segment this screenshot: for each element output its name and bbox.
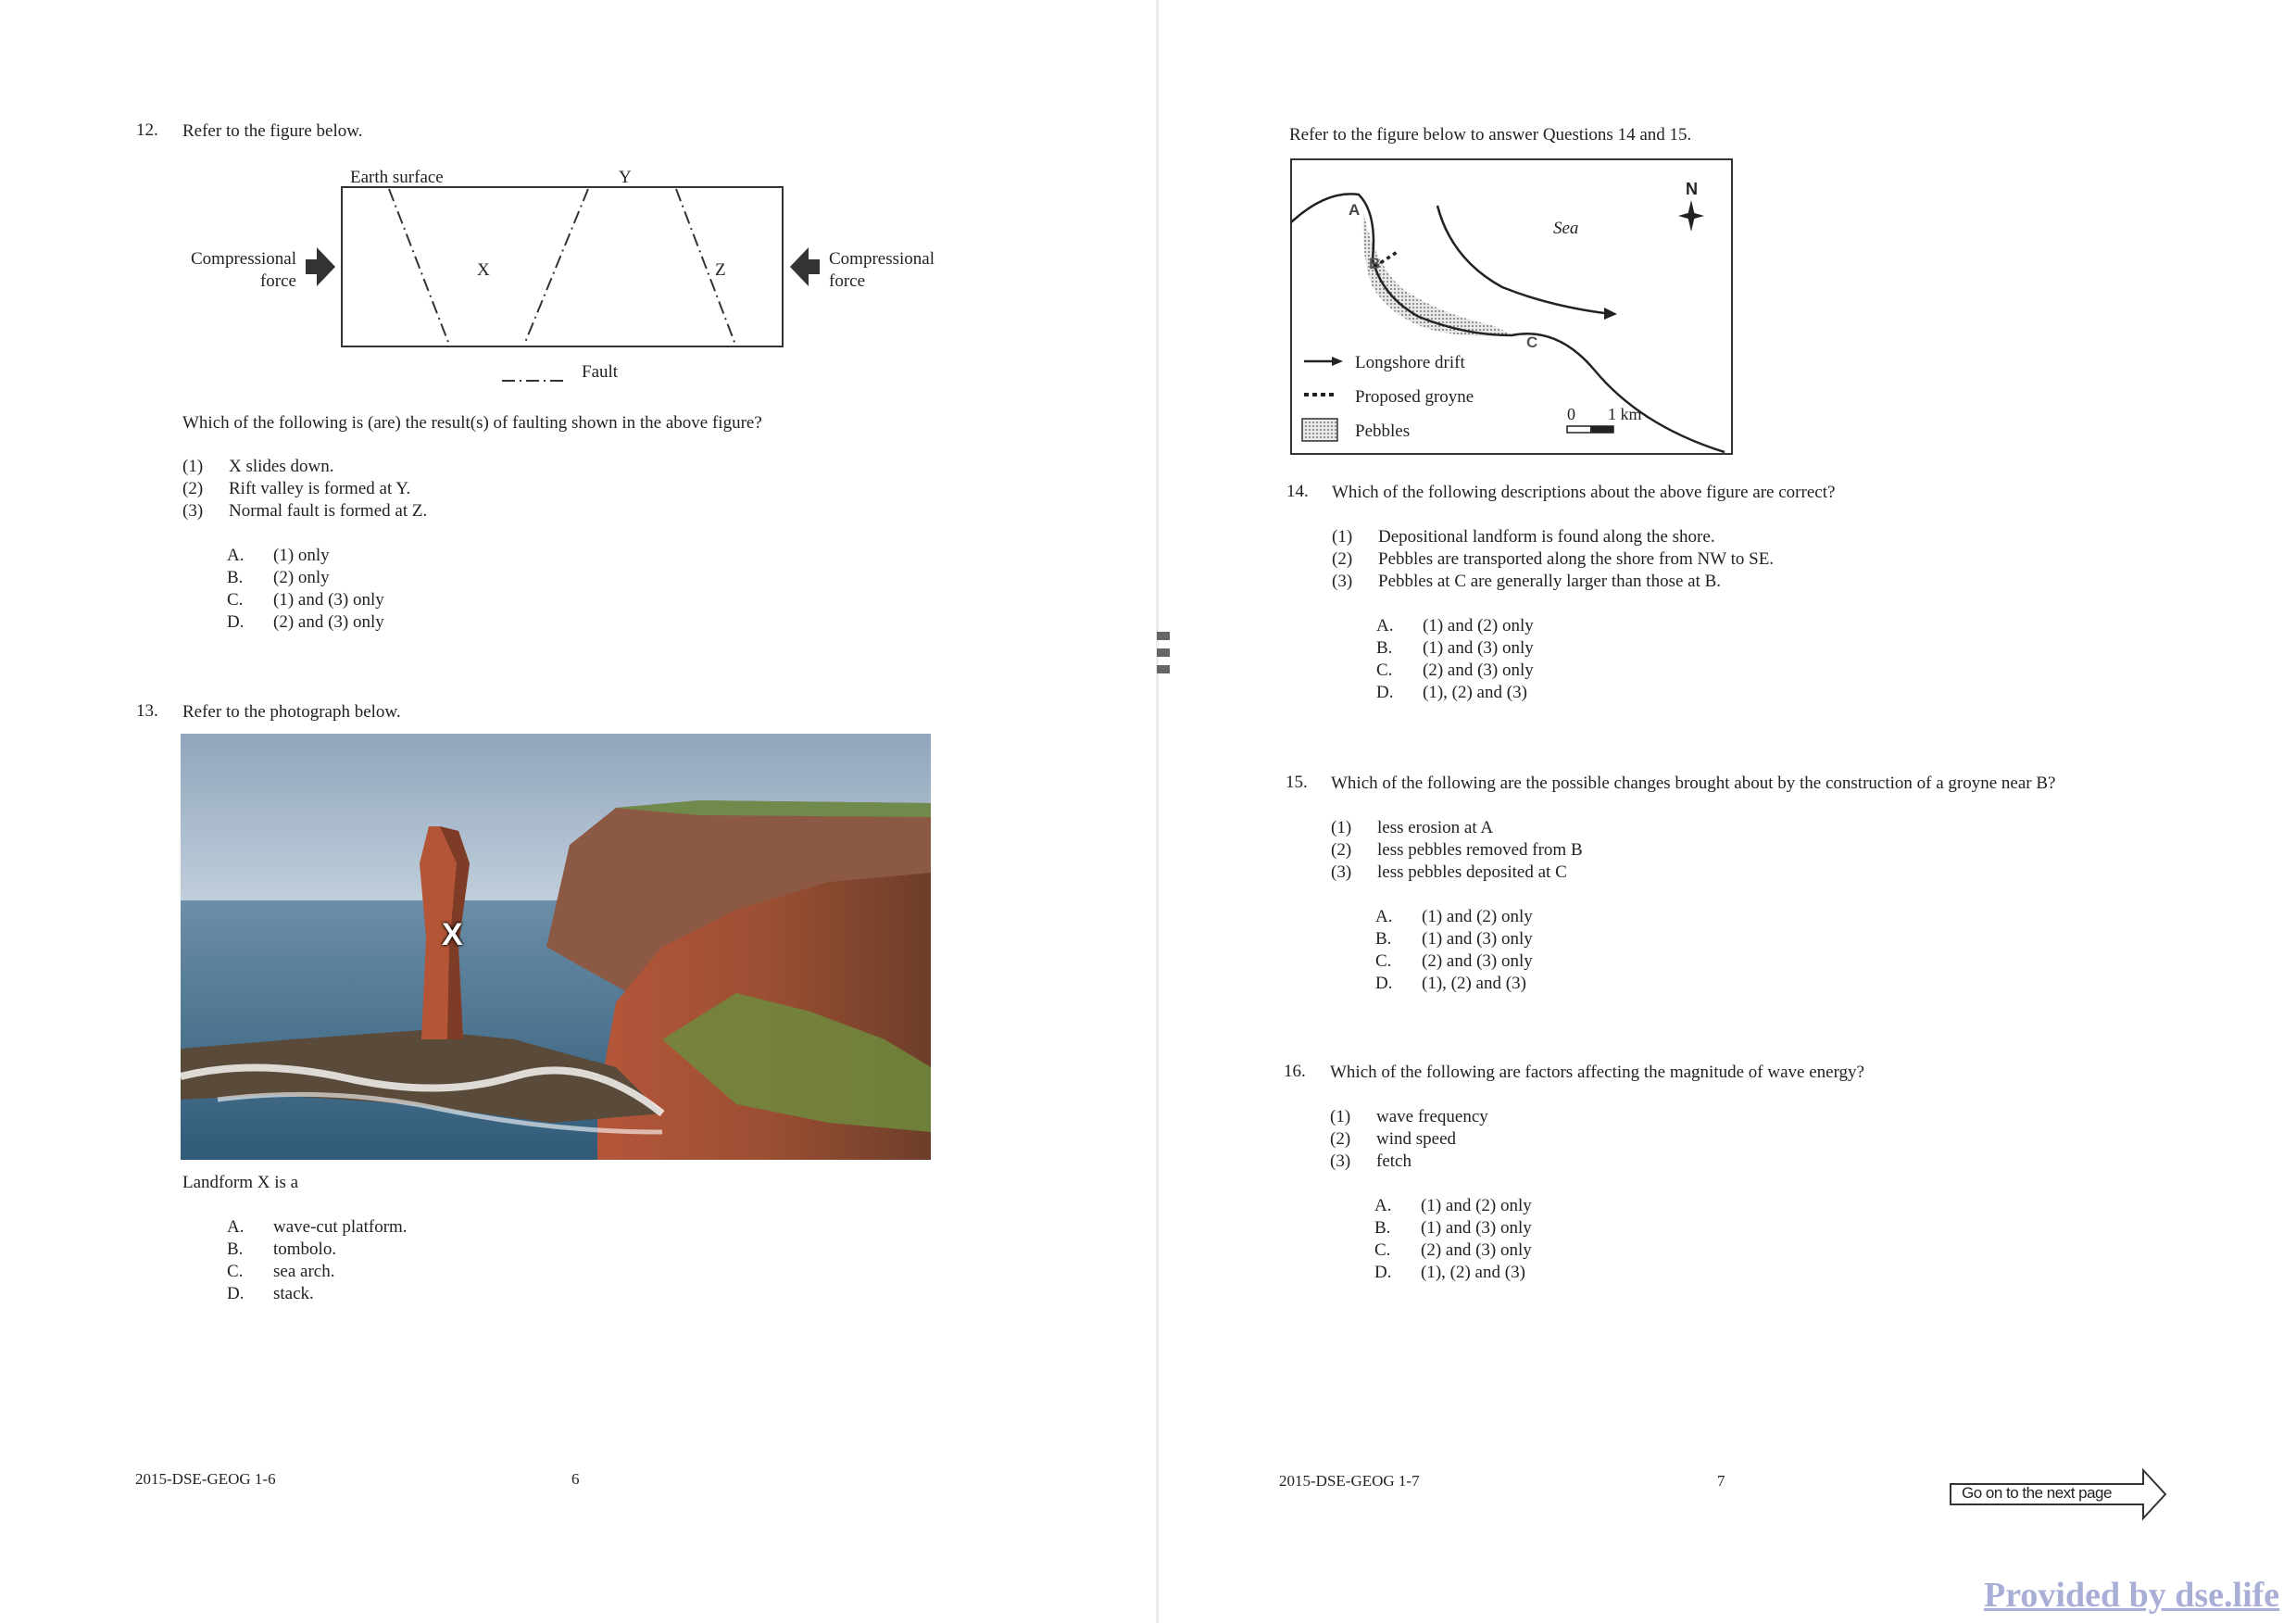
label-y: Y <box>619 168 632 187</box>
answer-option[interactable]: D. stack. <box>227 1284 314 1303</box>
answer-option[interactable]: B. tombolo. <box>227 1239 337 1259</box>
scale-km: 1 km <box>1608 405 1642 423</box>
answer-option[interactable]: C. (1) and (3) only <box>227 590 384 610</box>
answer-option[interactable]: D. (1), (2) and (3) <box>1374 1263 1525 1282</box>
statement: (3) fetch <box>1330 1151 1411 1171</box>
answer-option[interactable]: C. sea arch. <box>227 1262 335 1281</box>
right-force-label-2: force <box>829 271 866 291</box>
answer-option[interactable]: C. (2) and (3) only <box>1375 951 1533 971</box>
map-label-sea: Sea <box>1553 219 1579 238</box>
statement: (1) X slides down. <box>182 457 334 476</box>
footer-code: 2015-DSE-GEOG 1-6 <box>135 1470 276 1488</box>
page-number: 6 <box>571 1470 580 1488</box>
map-label-b: B <box>1369 255 1381 272</box>
answer-option[interactable]: B. (1) and (3) only <box>1375 929 1533 949</box>
statement: (1) less erosion at A <box>1331 818 1494 837</box>
answer-option[interactable]: A. (1) and (2) only <box>1374 1196 1532 1215</box>
figure-intro: Refer to the figure below to answer Questions 14 and 15. <box>1289 125 1692 145</box>
legend-drift-label: Longshore drift <box>1355 353 1465 372</box>
answer-option[interactable]: D. (1), (2) and (3) <box>1376 683 1527 702</box>
legend-pebbles-label: Pebbles <box>1355 421 1411 441</box>
north-label: N <box>1686 180 1698 198</box>
left-page <box>0 0 1147 1623</box>
map-label-c: C <box>1526 333 1538 351</box>
right-force-arrow <box>790 247 820 286</box>
question-number: 12. <box>136 120 158 140</box>
statement: (2) Rift valley is formed at Y. <box>182 479 411 498</box>
sea-stack-photo <box>181 734 931 1160</box>
question-number: 15. <box>1286 773 1308 792</box>
statement: (3) less pebbles deposited at C <box>1331 862 1567 882</box>
answer-option[interactable]: B. (2) only <box>227 568 330 587</box>
right-force-label-1: Compressional <box>829 249 935 269</box>
question-text: Landform X is a <box>182 1173 299 1192</box>
question-text: Which of the following are factors affecting the magnitude of wave energy? <box>1330 1063 1864 1082</box>
left-force-label-2: force <box>259 271 296 291</box>
watermark-link[interactable]: Provided by dse.life <box>1984 1576 2280 1615</box>
answer-option[interactable]: A. (1) and (2) only <box>1376 616 1534 635</box>
photo-label-x: X <box>442 917 463 952</box>
question-text: Which of the following are the possible changes brought about by the construction of a groyne near B? <box>1331 774 2056 793</box>
answer-option[interactable]: C. (2) and (3) only <box>1374 1240 1532 1260</box>
question-number: 16. <box>1284 1062 1306 1081</box>
fault-diagram <box>167 157 982 398</box>
question-text: Which of the following is (are) the result(s) of faulting shown in the above figure? <box>182 413 762 433</box>
statement: (1) Depositional landform is found along the shore. <box>1332 527 1715 547</box>
legend-groyne-label: Proposed groyne <box>1355 387 1474 407</box>
scale-zero: 0 <box>1567 405 1575 423</box>
question-number: 14. <box>1286 482 1309 501</box>
coastal-map <box>1289 157 1734 459</box>
right-page <box>1147 0 2296 1623</box>
earth-surface-label: Earth surface <box>350 168 444 187</box>
statement: (1) wave frequency <box>1330 1107 1488 1126</box>
label-x: X <box>477 260 490 280</box>
question-text: Which of the following descriptions about the above figure are correct? <box>1332 483 1836 502</box>
answer-option[interactable]: B. (1) and (3) only <box>1376 638 1534 658</box>
next-page-label: Go on to the next page <box>1962 1484 2112 1502</box>
footer-code: 2015-DSE-GEOG 1-7 <box>1279 1472 1420 1490</box>
next-page-button[interactable] <box>1949 1466 2171 1522</box>
answer-option[interactable]: B. (1) and (3) only <box>1374 1218 1532 1238</box>
question-number: 13. <box>136 701 158 721</box>
statement: (2) less pebbles removed from B <box>1331 840 1583 860</box>
label-z: Z <box>715 260 726 280</box>
question-prompt: Refer to the figure below. <box>182 121 363 141</box>
fault-legend-label: Fault <box>582 362 619 382</box>
statement: (3) Pebbles at C are generally larger than those at B. <box>1332 572 1722 591</box>
answer-option[interactable]: C. (2) and (3) only <box>1376 661 1534 680</box>
answer-option[interactable]: A. (1) and (2) only <box>1375 907 1533 926</box>
answer-option[interactable]: D. (1), (2) and (3) <box>1375 974 1526 993</box>
page-number: 7 <box>1717 1472 1725 1490</box>
answer-option[interactable]: D. (2) and (3) only <box>227 612 384 632</box>
statement: (3) Normal fault is formed at Z. <box>182 501 428 521</box>
map-label-a: A <box>1349 201 1361 219</box>
answer-option[interactable]: A. wave-cut platform. <box>227 1217 408 1237</box>
left-force-label-1: Compressional <box>191 249 296 269</box>
statement: (2) Pebbles are transported along the shore from NW to SE. <box>1332 549 1775 569</box>
left-force-arrow <box>306 247 335 286</box>
statement: (2) wind speed <box>1330 1129 1457 1149</box>
question-prompt: Refer to the photograph below. <box>182 702 401 722</box>
answer-option[interactable]: A. (1) only <box>227 546 330 565</box>
